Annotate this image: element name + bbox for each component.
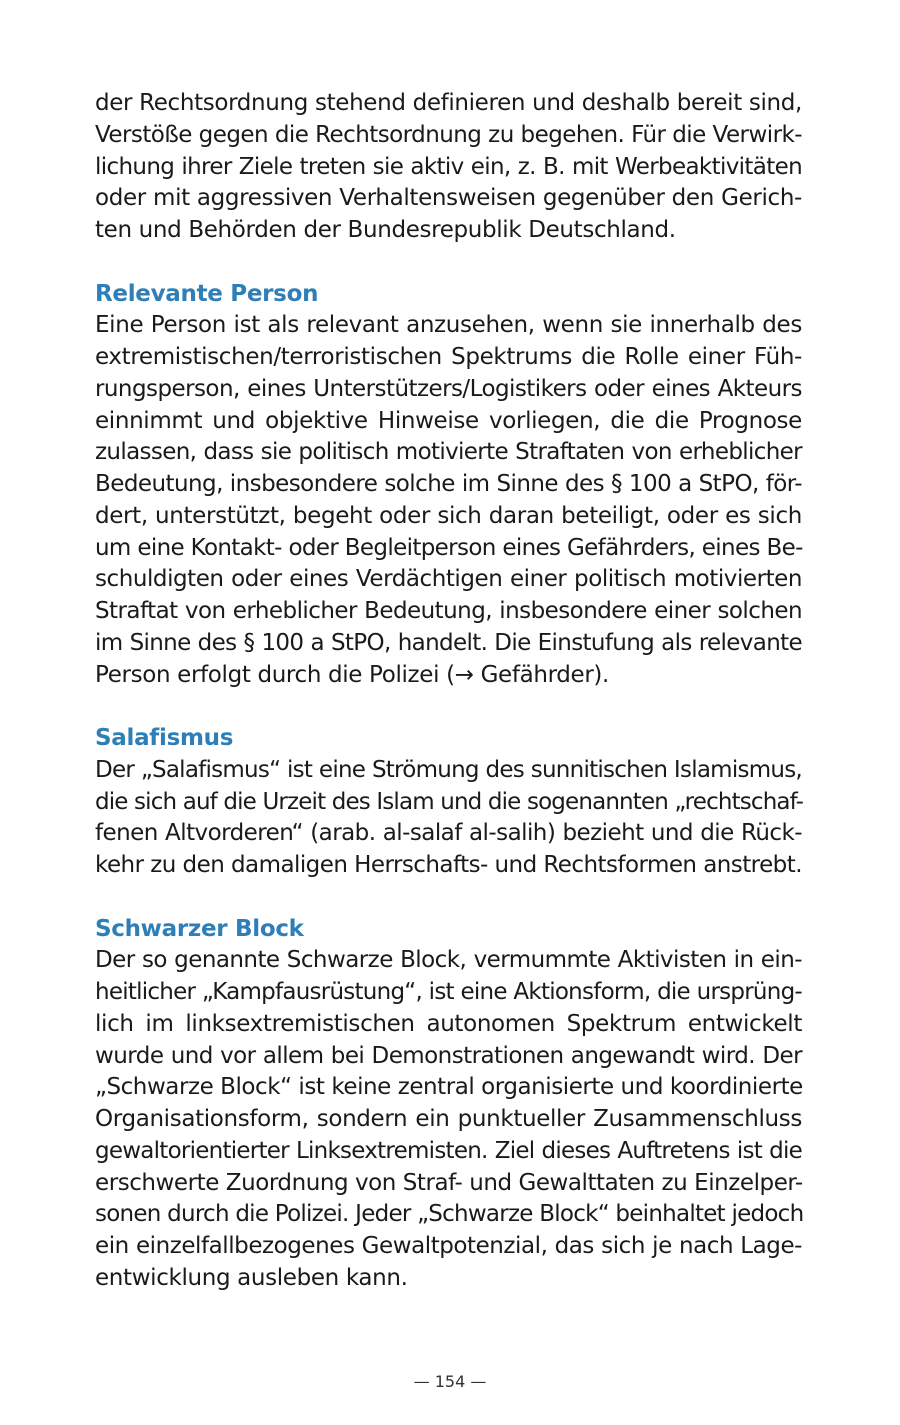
text-line: oder mit aggressiven Verhaltensweisen gegenüber den Gerich- (95, 185, 802, 212)
text-line: schuldigten oder eines Verdächtigen einer politisch motivierten (95, 566, 802, 593)
text-line: im Sinne des § 100 a StPO, handelt. Die Einstufung als relevante (95, 629, 802, 656)
section-heading: Relevante Person (95, 280, 319, 307)
text-line: ten und Behörden der Bundesrepublik Deutschland. (95, 217, 676, 243)
text-line: die sich auf die Urzeit des Islam und die sogenannten „rechtschaf- (95, 788, 804, 815)
text-line: Organisationsform, sondern ein punktueller Zusammenschluss (95, 1106, 802, 1132)
text-line: der Rechtsordnung stehend definieren und deshalb bereit sind, (95, 90, 802, 116)
text-line: dert, unterstützt, begeht oder sich daran beteiligt, oder es sich (95, 502, 802, 529)
text-line: wurde und vor allem bei Demonstrationen angewandt wird. Der (95, 1042, 802, 1069)
text-line: Bedeutung, insbesondere solche im Sinne des § 100 a StPO, för- (95, 471, 802, 497)
text-line: Der so genannte Schwarze Block, vermummte Aktivisten in ein- (95, 947, 802, 974)
text-line: gewaltorientierter Linksextremisten. Ziel dieses Auftretens ist die (95, 1137, 802, 1164)
text-line: heitlicher „Kampfausrüstung“, ist eine Aktionsform, die ursprüng- (95, 979, 802, 1005)
text-line: lich im linksextremistischen autonomen Spektrum entwickelt (95, 1010, 802, 1037)
text-line: Eine Person ist als relevant anzusehen, wenn sie innerhalb des (95, 312, 802, 339)
text-line: zulassen, dass sie politisch motivierte Straftaten von erheblicher (95, 439, 802, 466)
text-line: fenen Altvorderen“ (arab. al-salaf al-salih) bezieht und die Rück- (95, 820, 802, 847)
text-line: Verstöße gegen die Rechtsordnung zu begehen. Für die Verwirk- (95, 121, 802, 148)
text-line: extremistischen/terroristischen Spektrums die Rolle einer Füh- (95, 344, 802, 370)
section-salafismus (95, 723, 802, 882)
text-line: einnimmt und objektive Hinweise vorliegen, die die Prognose (95, 407, 802, 434)
intro-paragraph (95, 88, 802, 247)
text-line: Der „Salafismus“ ist eine Strömung des sunnitischen Islamismus, (95, 756, 802, 783)
section-schwarzer-block (95, 914, 802, 1295)
section-heading: Schwarzer Block (95, 915, 304, 942)
document-page (95, 88, 802, 1295)
text-line: rungsperson, eines Unterstützers/Logistikers oder eines Akteurs (95, 375, 802, 402)
text-line: lichung ihrer Ziele treten sie aktiv ein, z. B. mit Werbeaktivitäten (95, 153, 802, 180)
section-relevante-person (95, 279, 802, 692)
text-line: ein einzelfallbezogenes Gewaltpotenzial, das sich je nach Lage- (95, 1233, 802, 1259)
text-line: „Schwarze Block“ ist keine zentral organisierte und koordinierte (95, 1074, 803, 1101)
text-line: um eine Kontakt- oder Begleitperson eines Gefährders, eines Be- (95, 534, 803, 561)
text-line: erschwerte Zuordnung von Straf- und Gewalttaten zu Einzelper- (95, 1169, 803, 1196)
section-heading: Salafismus (95, 725, 234, 751)
text-line: Person erfolgt durch die Polizei (→ Gefährder). (95, 661, 610, 688)
page-number: — 154 — (413, 1372, 487, 1391)
text-line: Straftat von erheblicher Bedeutung, insbesondere einer solchen (95, 598, 802, 624)
text-line: sonen durch die Polizei. Jeder „Schwarze Block“ beinhaltet jedoch (95, 1201, 804, 1228)
text-line: entwicklung ausleben kann. (95, 1264, 408, 1291)
text-line: kehr zu den damaligen Herrschafts- und Rechtsformen anstrebt. (95, 852, 802, 878)
